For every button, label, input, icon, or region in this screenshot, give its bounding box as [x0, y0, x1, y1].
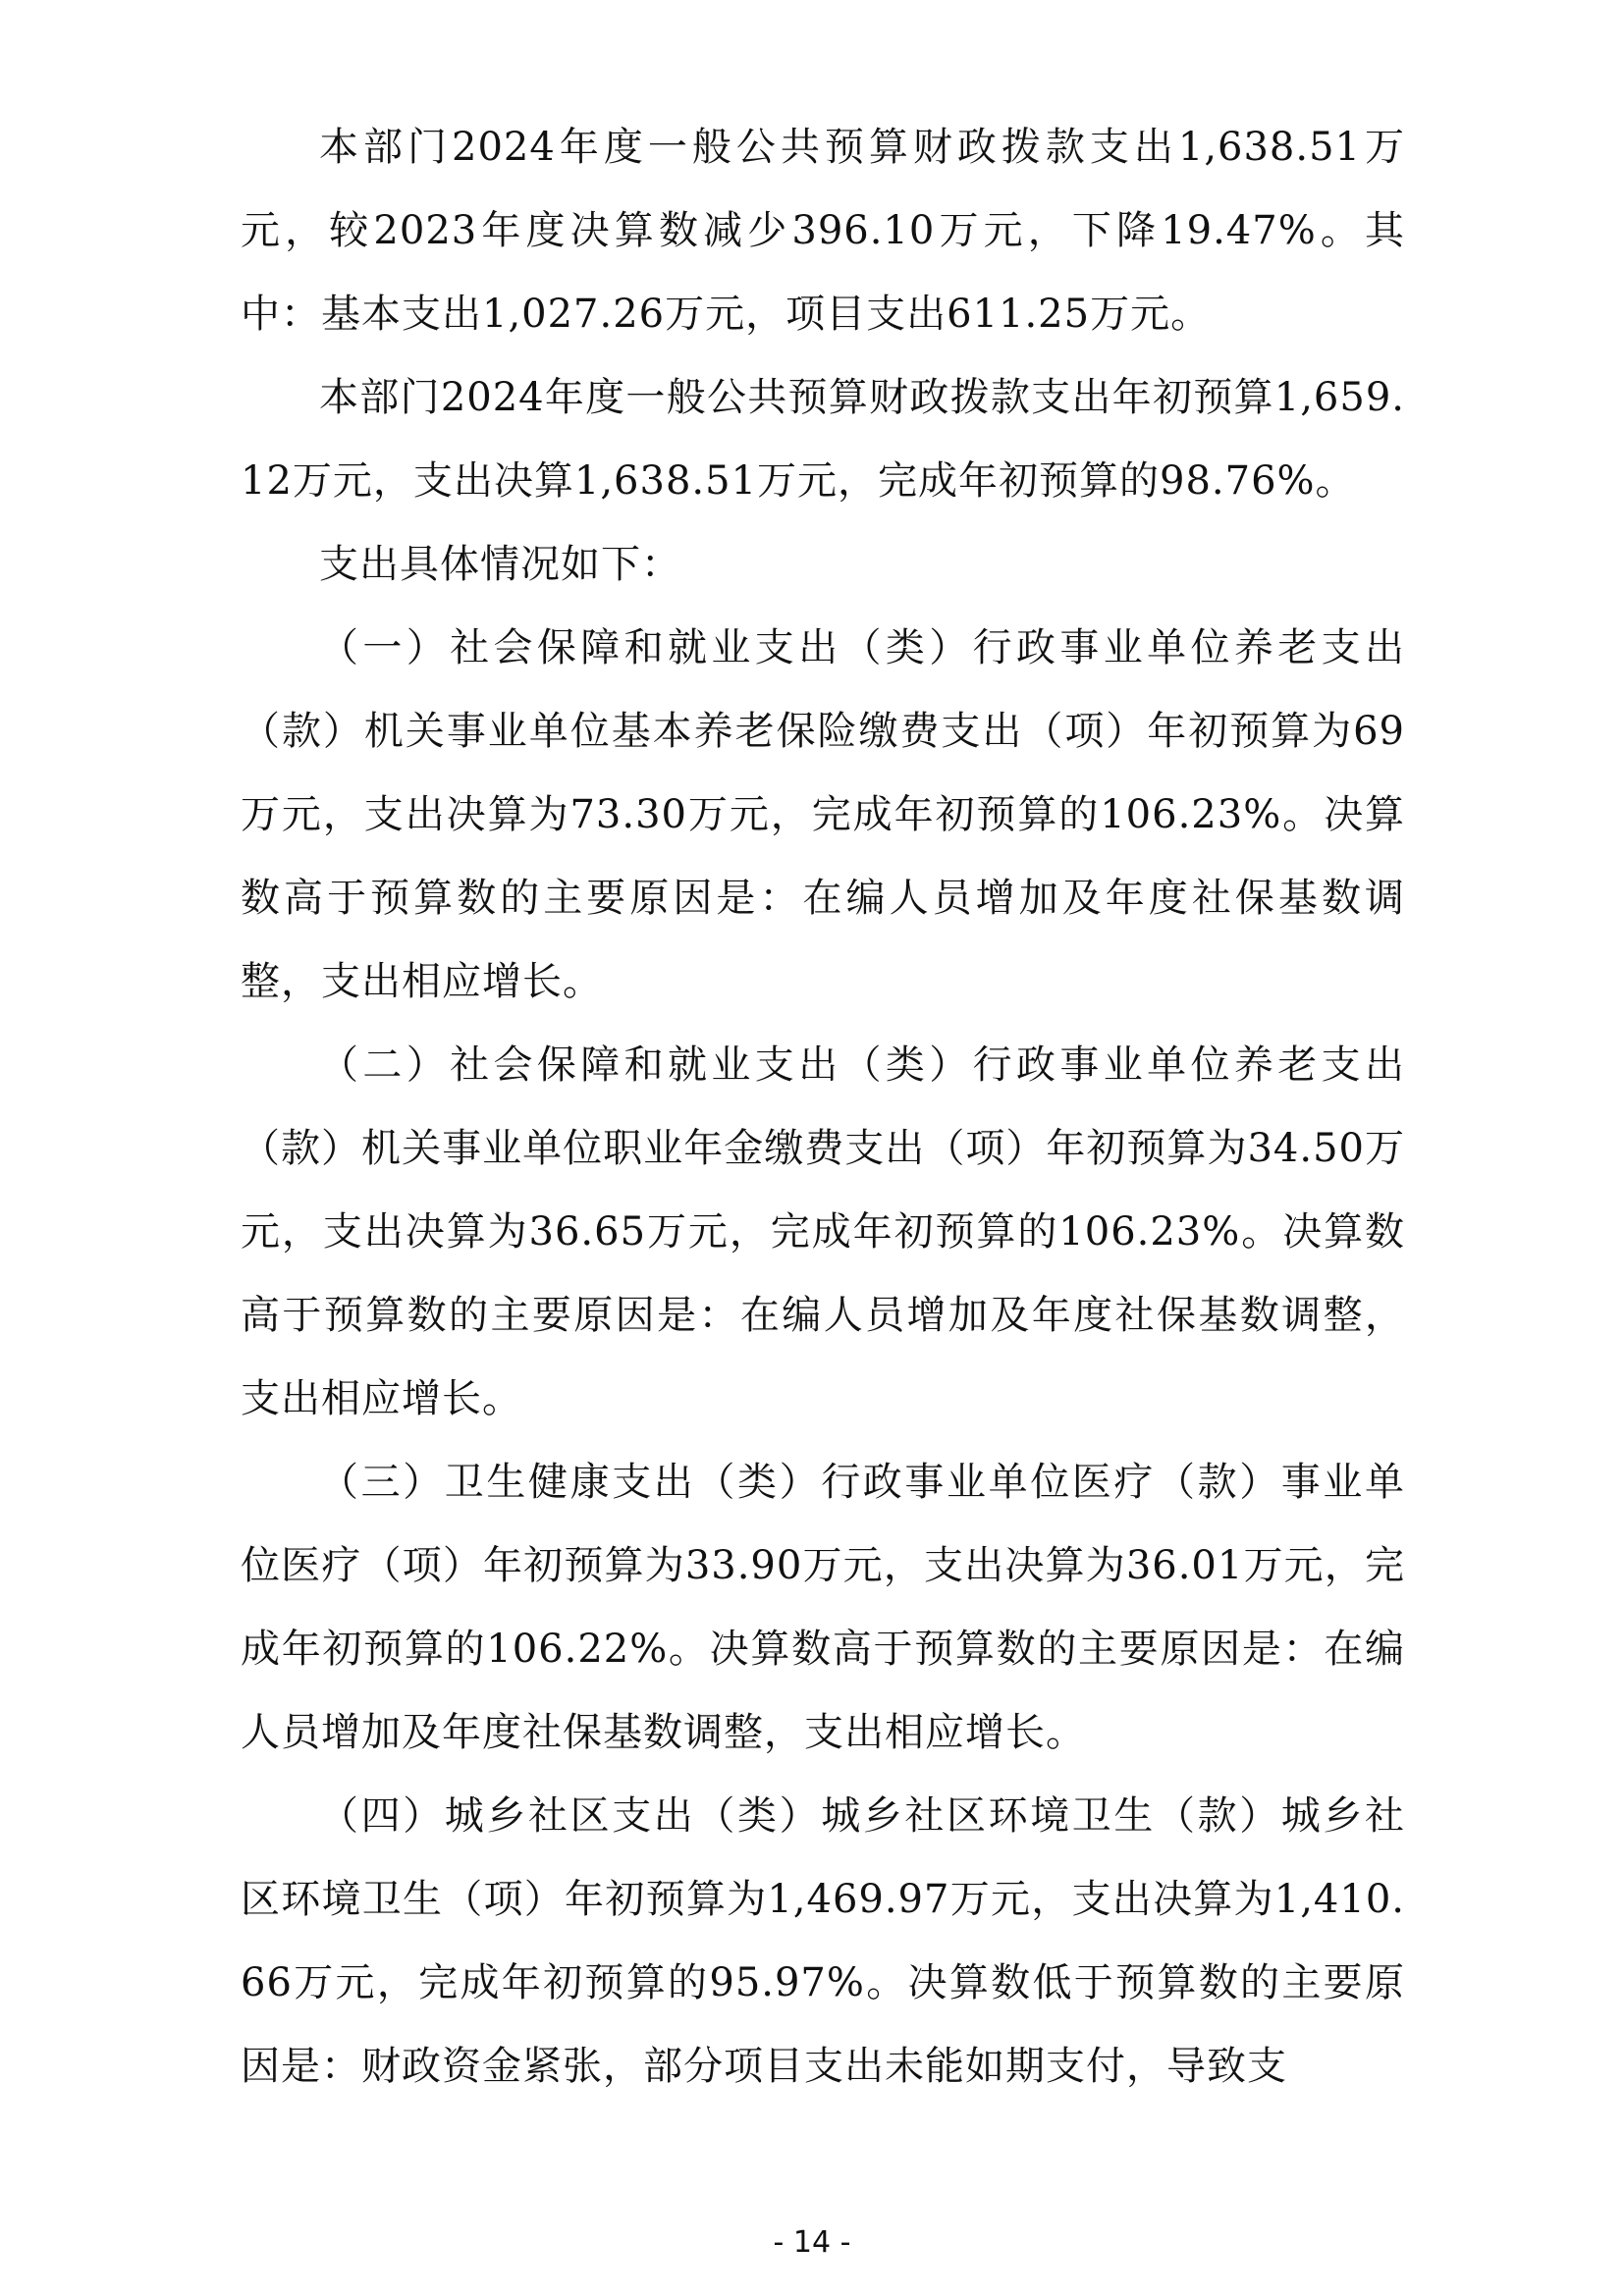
paragraph-item-2-occupational-annuity: （二）社会保障和就业支出（类）行政事业单位养老支出（款）机关事业单位职业年金缴费支出（项）年初预算为34.50万元，支出决算为36.65万元，完成年初预算的106.23%。决算数高于预算数的主要原因是：在编人员增加及年度社保基数调整，支出相应增长。 — [241, 1042, 1405, 1421]
paragraph-expenditure-summary: 本部门2024年度一般公共预算财政拨款支出1,638.51万元，较2023年度决算数减少396.10万元，下降19.47%。其中：基本支出1,027.26万元，项目支出611.25万元。 — [241, 125, 1405, 337]
paragraph-item-1-pension-insurance: （一）社会保障和就业支出（类）行政事业单位养老支出（款）机关事业单位基本养老保险缴费支出（项）年初预算为69万元，支出决算为73.30万元，完成年初预算的106.23%。决算数高于预算数的主要原因是：在编人员增加及年度社保基数调整，支出相应增长。 — [241, 625, 1405, 1004]
document-body — [241, 106, 1405, 2109]
paragraph-details-intro: 支出具体情况如下： — [319, 542, 681, 587]
paragraph-budget-completion: 本部门2024年度一般公共预算财政拨款支出年初预算1,659.12万元，支出决算1,638.51万元，完成年初预算的98.76%。 — [241, 375, 1405, 504]
paragraph-item-4-environmental-sanitation: （四）城乡社区支出（类）城乡社区环境卫生（款）城乡社区环境卫生（项）年初预算为1,469.97万元，支出决算为1,410.66万元，完成年初预算的95.97%。决算数低于预算数的主要原因是：财政资金紧张，部分项目支出未能如期支付，导致支 — [241, 1793, 1405, 2089]
page-number: - 14 - — [773, 2225, 851, 2260]
paragraph-item-3-medical: （三）卫生健康支出（类）行政事业单位医疗（款）事业单位医疗（项）年初预算为33.90万元，支出决算为36.01万元，完成年初预算的106.22%。决算数高于预算数的主要原因是：在编人员增加及年度社保基数调整，支出相应增长。 — [241, 1460, 1405, 1755]
